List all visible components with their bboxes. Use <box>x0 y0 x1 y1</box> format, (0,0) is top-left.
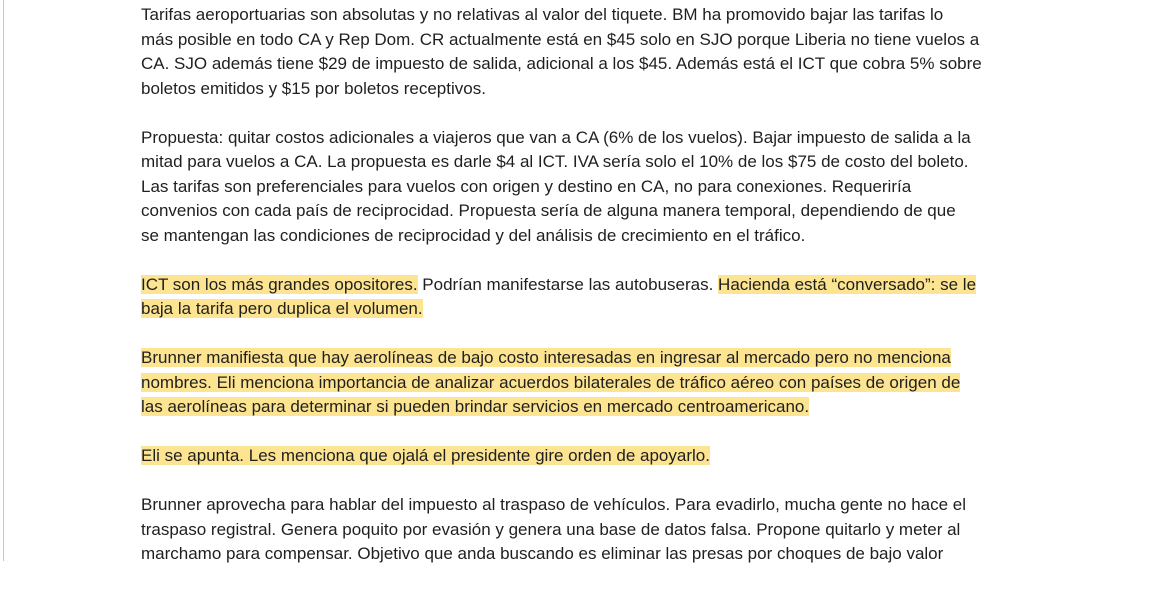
text-run: convenios con cada país de reciprocidad. Propuesta sería de alguna manera temporal, dependiendo de que <box>141 201 956 220</box>
highlighted-text: las aerolíneas para determinar si pueden brindar servicios en mercado centroamericano. <box>141 397 810 416</box>
paragraph <box>141 346 1031 420</box>
page-left-edge <box>3 0 4 561</box>
text-line <box>141 175 1031 200</box>
text-line <box>141 273 1031 298</box>
text-line <box>141 77 1031 102</box>
text-line <box>141 518 1031 543</box>
highlighted-text: Brunner manifiesta que hay aerolíneas de bajo costo interesadas en ingresar al mercado pero no menciona <box>141 348 951 367</box>
text-run: boletos emitidos y $15 por boletos receptivos. <box>141 78 486 98</box>
paragraph <box>141 273 1031 322</box>
highlighted-text: nombres. Eli menciona importancia de analizar acuerdos bilaterales de tráfico aéreo con países de origen de <box>141 372 961 392</box>
paragraph <box>141 3 1031 101</box>
paragraph <box>141 444 1031 469</box>
text-line <box>141 371 1031 396</box>
text-run: marchamo para compensar. Objetivo que anda buscando es eliminar las presas por choques de bajo valor <box>141 544 944 563</box>
highlighted-text: Hacienda está “conversado”: se le <box>718 274 977 294</box>
text-run: traspaso registral. Genera poquito por evasión y genera una base de datos falsa. Propone quitarlo y meter al <box>141 519 961 539</box>
text-line <box>141 493 1031 518</box>
text-run: CA. SJO además tiene $29 de impuesto de salida, adicional a los $45. Además está el ICT que cobra 5% sobre <box>141 54 982 73</box>
text-run: más posible en todo CA y Rep Dom. CR actualmente está en $45 solo en SJO porque Liberia no tiene vuelos a <box>141 29 980 49</box>
highlighted-text: baja la tarifa pero duplica el volumen. <box>141 299 423 318</box>
paragraph <box>141 126 1031 249</box>
text-line <box>141 542 1031 567</box>
text-run: Podrían manifestarse las autobuseras. <box>417 274 719 294</box>
text-run: se mantengan las condiciones de reciprocidad y del análisis de crecimiento en el tráfico. <box>141 225 806 245</box>
highlighted-text: ICT son los más grandes opositores. <box>141 274 418 294</box>
text-line <box>141 52 1031 77</box>
text-line <box>141 395 1031 420</box>
highlighted-text: Eli se apunta. Les menciona que ojalá el presidente gire orden de apoyarlo. <box>141 446 710 465</box>
text-run: Brunner aprovecha para hablar del impuesto al traspaso de vehículos. Para evadirlo, mucha gente no hace el <box>141 495 967 514</box>
document-body <box>141 3 1031 591</box>
text-line <box>141 346 1031 371</box>
text-run: Tarifas aeroportuarias son absolutas y no relativas al valor del tiquete. BM ha promovido bajar las tarifas lo <box>141 5 944 24</box>
text-line <box>141 126 1031 151</box>
text-line <box>141 150 1031 175</box>
text-run: Propuesta: quitar costos adicionales a viajeros que van a CA (6% de los vuelos). Bajar impuesto de salida a la <box>141 127 971 147</box>
text-line <box>141 444 1031 469</box>
text-line <box>141 224 1031 249</box>
paragraph <box>141 493 1031 567</box>
text-line <box>141 28 1031 53</box>
text-run: mitad para vuelos a CA. La propuesta es darle $4 al ICT. IVA sería solo el 10% de los $75 de costo del boleto. <box>141 152 969 171</box>
text-line <box>141 3 1031 28</box>
text-run: Las tarifas son preferenciales para vuelos con origen y destino en CA, no para conexiones. Requeriría <box>141 176 912 196</box>
text-line <box>141 199 1031 224</box>
text-line <box>141 297 1031 322</box>
